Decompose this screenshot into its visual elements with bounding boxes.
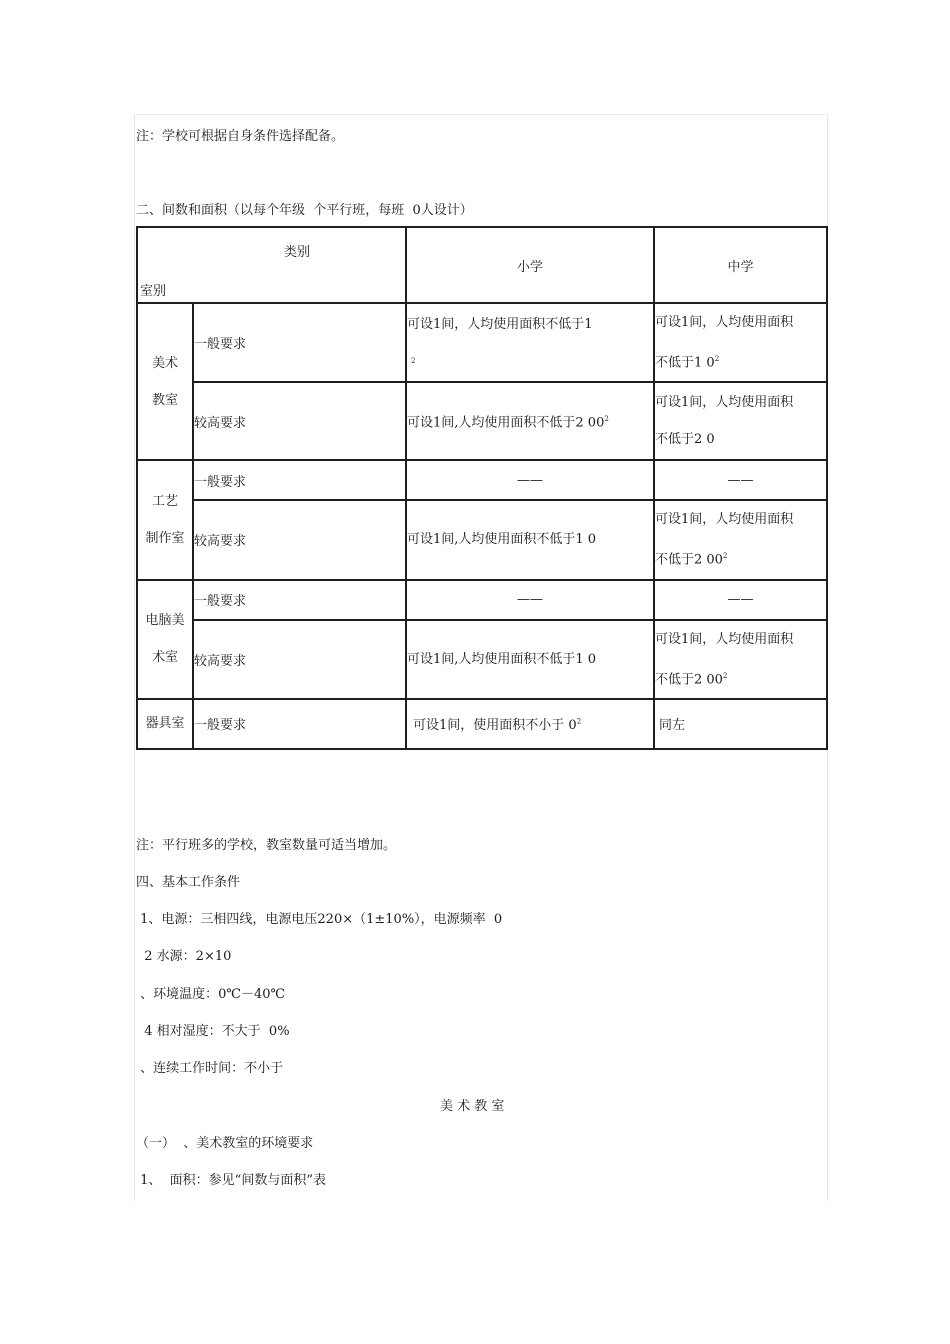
header-primary: 小学 bbox=[406, 227, 654, 303]
section-rooms-area-title: 二、间数和面积（以每个年级 个平行班，每班 0人设计） bbox=[136, 203, 473, 218]
table-row bbox=[137, 382, 827, 460]
requirement-higher: 较高要求 bbox=[193, 382, 406, 460]
cell-art-general-middle: 可设1间，人均使用面积 不低于1 $0^2$ bbox=[654, 303, 827, 382]
art-classroom-heading: 美 术 教 室 bbox=[440, 1099, 505, 1114]
condition-working-time: 、连续工作时间：不小于 bbox=[136, 1061, 284, 1076]
header-corner-cell bbox=[137, 227, 406, 303]
cell-comp-general-middle: —— bbox=[654, 580, 827, 620]
table-row bbox=[137, 699, 827, 749]
table-row bbox=[137, 460, 827, 500]
table-row bbox=[137, 500, 827, 579]
table-header-row bbox=[137, 227, 827, 303]
room-art-classroom: 美术 教室 bbox=[137, 303, 193, 460]
cell-comp-higher-middle: 可设1间，人均使用面积 不低于2 $00^2$ bbox=[654, 620, 827, 699]
cell-craft-general-primary: —— bbox=[406, 460, 654, 500]
cell-art-higher-primary: 可设1间,人均使用面积不低于2 $00^2$ bbox=[406, 382, 654, 460]
note-parallel-classes: 注：平行班多的学校，教室数量可适当增加。 bbox=[136, 838, 397, 853]
header-room: 室别 bbox=[140, 284, 167, 299]
section-working-conditions-title: 四、基本工作条件 bbox=[136, 875, 241, 890]
requirement-general: 一般要求 bbox=[193, 580, 406, 620]
cell-art-general-primary: 可设1间，人均使用面积不低于1 2 bbox=[406, 303, 654, 382]
cell-comp-general-primary: —— bbox=[406, 580, 654, 620]
cell-craft-higher-middle: 可设1间，人均使用面积 不低于2 $00^2$ bbox=[654, 500, 827, 579]
condition-power: 1、电源：三相四线，电源电压220×（1±10%），电源频率 0 bbox=[136, 912, 503, 927]
condition-humidity: 4 相对湿度：不大于 0% bbox=[136, 1024, 290, 1039]
art-env-requirements-title: （一） 、美术教室的环境要求 bbox=[136, 1136, 314, 1151]
room-equipment: 器具室 bbox=[137, 699, 193, 749]
rooms-area-table bbox=[136, 226, 828, 750]
requirement-higher: 较高要求 bbox=[193, 500, 406, 579]
cell-craft-higher-primary: 可设1间,人均使用面积不低于1 0 bbox=[406, 500, 654, 579]
cell-comp-higher-primary: 可设1间,人均使用面积不低于1 0 bbox=[406, 620, 654, 699]
table-row bbox=[137, 303, 827, 382]
requirement-general: 一般要求 bbox=[193, 303, 406, 382]
requirement-general: 一般要求 bbox=[193, 460, 406, 500]
table-row bbox=[137, 620, 827, 699]
requirement-higher: 较高要求 bbox=[193, 620, 406, 699]
art-env-area-item: 1、 面积：参见“间数与面积”表 bbox=[136, 1173, 326, 1188]
header-category: 类别 bbox=[284, 245, 311, 260]
requirement-general: 一般要求 bbox=[193, 699, 406, 749]
table-row bbox=[137, 580, 827, 620]
room-craft: 工艺 制作室 bbox=[137, 460, 193, 579]
cell-equip-primary: 可设1间，使用面积不小于 $0^2$ bbox=[406, 699, 654, 749]
cell-art-higher-middle: 可设1间，人均使用面积 不低于2 0 bbox=[654, 382, 827, 460]
condition-water: 2 水源：2×10 bbox=[136, 949, 232, 964]
cell-equip-middle: 同左 bbox=[654, 699, 827, 749]
note-select-equipment: 注：学校可根据自身条件选择配备。 bbox=[136, 129, 345, 144]
cell-craft-general-middle: —— bbox=[654, 460, 827, 500]
room-computer-art: 电脑美 术室 bbox=[137, 580, 193, 699]
condition-temperature: 、环境温度：0℃－40℃ bbox=[136, 987, 286, 1002]
header-middle: 中学 bbox=[654, 227, 827, 303]
